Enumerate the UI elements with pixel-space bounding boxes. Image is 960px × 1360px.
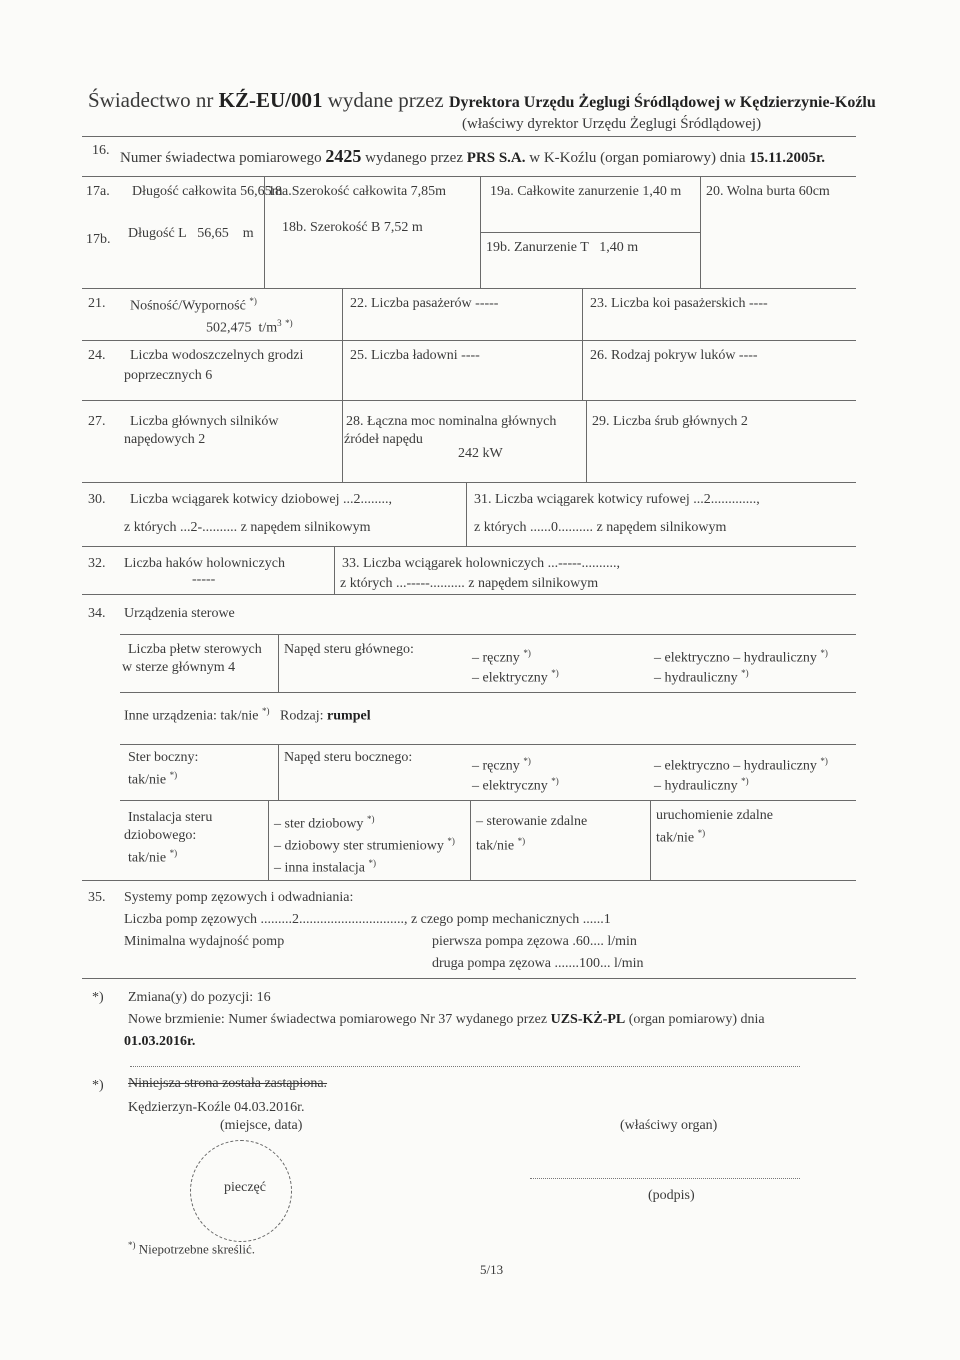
power-label-2: źródeł napędu — [344, 432, 423, 447]
certificate-title — [88, 88, 876, 113]
bow-drive-electric: – elektryczny *) — [472, 776, 559, 794]
bow-rudder-label: Ster boczny: — [128, 750, 199, 765]
overall-width: 18a.Szerokość całkowita 7,85m — [268, 184, 447, 199]
changes-position: Zmiana(y) do pozycji: 16 — [128, 990, 271, 1005]
bow-installation-label: Instalacja steru — [128, 810, 213, 825]
other-installation: – inna instalacja *) — [274, 858, 376, 876]
title-prefix: Świadectwo nr — [88, 88, 214, 112]
title-issued-by: wydane przez — [327, 88, 444, 112]
total-draught: 19a. Całkowite zanurzenie 1,40 m — [490, 184, 682, 199]
sec32-number: 32. — [88, 556, 106, 571]
bow-thruster: – dziobowy ster strumieniowy *) — [274, 836, 455, 854]
sec16-number: 16. — [92, 143, 110, 158]
drive-hydraulic: – hydrauliczny *) — [654, 668, 749, 686]
certificate-number: KŹ-EU/001 — [218, 88, 323, 112]
deadweight-label: Nośność/Wyporność *) — [130, 296, 257, 314]
issuing-authority: Dyrektora Urzędu Żeglugi Śródlądowej w Kędzierzynie-Koźlu — [449, 94, 876, 111]
towing-winches-motorized: z których ...-----.......... z napędem silnikowym — [340, 576, 599, 591]
place-date: Kędzierzyn-Koźle 04.03.2016r. — [128, 1100, 305, 1115]
bow-drive-electrohydraulic: – elektryczno – hydrauliczny *) — [654, 756, 828, 774]
signature-label: (podpis) — [648, 1188, 695, 1203]
measurement-issuer: PRS S.A. — [466, 150, 526, 166]
changes-mark: *) — [92, 990, 104, 1005]
rudder-blades-label: Liczba płetw sterowych — [128, 642, 262, 657]
sec24-number: 24. — [88, 348, 106, 363]
bow-rudder-value: tak/nie *) — [128, 770, 178, 788]
length-l: Długość L 56,65 m — [128, 226, 254, 241]
sec17a-number: 17a. — [86, 184, 110, 199]
steering-gear-title: Urządzenia sterowe — [124, 606, 235, 621]
remote-control: – sterowanie zdalne — [476, 814, 588, 829]
sec34-number: 34. — [88, 606, 106, 621]
passenger-berths: 23. Liczba koi pasażerskich ---- — [590, 296, 768, 311]
drive-manual: – ręczny *) — [472, 648, 531, 666]
power-label: 28. Łączna moc nominalna głównych — [346, 414, 557, 429]
bow-drive-manual: – ręczny *) — [472, 756, 531, 774]
pump-2-capacity: druga pompa zęzowa .......100... l/min — [432, 956, 644, 971]
stamp-label: pieczęć — [224, 1180, 266, 1195]
bow-installation-value: tak/nie *) — [128, 848, 178, 866]
bulkheads-label: Liczba wodoszczelnych grodzi — [130, 348, 304, 363]
towing-hooks-value: ----- — [192, 572, 216, 587]
rudder-blades-value: w sterze głównym 4 — [122, 660, 236, 675]
passengers: 22. Liczba pasażerów ----- — [350, 296, 499, 311]
bow-drive-hydraulic: – hydrauliczny *) — [654, 776, 749, 794]
sec27-number: 27. — [88, 414, 106, 429]
footnote: *) Niepotrzebne skreślić. — [128, 1240, 255, 1257]
sec30-number: 30. — [88, 492, 106, 507]
deadweight-value: 502,475 $t/m^3$ *) — [206, 318, 293, 336]
sec35-number: 35. — [88, 890, 106, 905]
main-steering-drive: Napęd steru głównego: — [284, 642, 414, 657]
sec17b-number: 17b. — [86, 232, 111, 247]
bilge-pumps-count: Liczba pomp zęzowych .........2.............................., z czego pomp mechanicznych ......1 — [124, 912, 611, 927]
footer-mark: *) — [92, 1078, 104, 1093]
changes-new-text: Nowe brzmienie: Numer świadectwa pomiarowego Nr 37 wydanego przez UZS-KŻ-PL (organ pomiarowy) dnia — [128, 1012, 765, 1027]
bow-rudder-type: – ster dziobowy *) — [274, 814, 375, 832]
bow-steering-drive: Napęd steru bocznego: — [284, 750, 413, 765]
holds: 25. Liczba ładowni ---- — [350, 348, 480, 363]
draught-t: 19b. Zanurzenie T 1,40 m — [486, 240, 639, 255]
min-capacity-label: Minimalna wydajność pomp — [124, 934, 285, 949]
measurement-date: 15.11.2005r. — [749, 150, 826, 166]
stern-anchor-winches: 31. Liczba wciągarek kotwicy rufowej ...2............., — [474, 492, 760, 507]
drive-electrohydraulic: – elektryczno – hydrauliczny *) — [654, 648, 828, 666]
overall-length: Długość całkowita 56,65m — [132, 184, 283, 199]
hatch-covers: 26. Rodzaj pokryw luków ---- — [590, 348, 758, 363]
bow-installation-label-2: dziobowego: — [124, 828, 197, 843]
bow-anchor-winches: Liczba wciągarek kotwicy dziobowej ...2........, — [130, 492, 393, 507]
engines-label: Liczba głównych silników — [130, 414, 279, 429]
propellers: 29. Liczba śrub głównych 2 — [592, 414, 748, 429]
bow-anchor-motorized: z których ...2-.......... z napędem silnikowym — [124, 520, 371, 535]
width-b: 18b. Szerokość B 7,52 m — [282, 220, 423, 235]
other-devices: Inne urządzenia: tak/nie *) Rodzaj: rumpel — [124, 706, 371, 724]
towing-winches: 33. Liczba wciągarek holowniczych ...-----.........., — [342, 556, 620, 571]
sec16-text: Numer świadectwa pomiarowego 2425 wydanego przez PRS S.A. w K-Koźlu (organ pomiarowy) dnia 15.11.2005r. — [120, 146, 826, 166]
power-value: 242 kW — [458, 446, 503, 461]
page-number: 5/13 — [480, 1262, 504, 1277]
bulkheads-value: poprzecznych 6 — [124, 368, 213, 383]
stern-anchor-motorized: z których ......0.......... z napędem silnikowym — [474, 520, 727, 535]
measurement-cert-number: 2425 — [325, 146, 362, 166]
changes-date: 01.03.2016r. — [124, 1034, 196, 1049]
remote-control-value: tak/nie *) — [476, 836, 526, 854]
pump-1-capacity: pierwsza pompa zęzowa .60.... l/min — [432, 934, 637, 949]
place-date-label: (miejsce, data) — [220, 1118, 303, 1133]
engines-value: napędowych 2 — [124, 432, 206, 447]
remote-start: uruchomienie zdalne — [656, 808, 774, 823]
drive-electric: – elektryczny *) — [472, 668, 559, 686]
remote-start-value: tak/nie *) — [656, 828, 706, 846]
bilge-pumps-title: Systemy pomp zęzowych i odwadniania: — [124, 890, 354, 905]
sec21-number: 21. — [88, 296, 106, 311]
towing-hooks: Liczba haków holowniczych — [124, 556, 285, 571]
replaced-note: Niniejsza strona została zastąpiona. — [128, 1076, 328, 1091]
organ-label: (właściwy organ) — [620, 1118, 718, 1133]
freeboard: 20. Wolna burta 60cm — [706, 184, 830, 199]
authority-note: (właściwy dyrektor Urzędu Żeglugi Śródlądowej) — [462, 116, 762, 132]
